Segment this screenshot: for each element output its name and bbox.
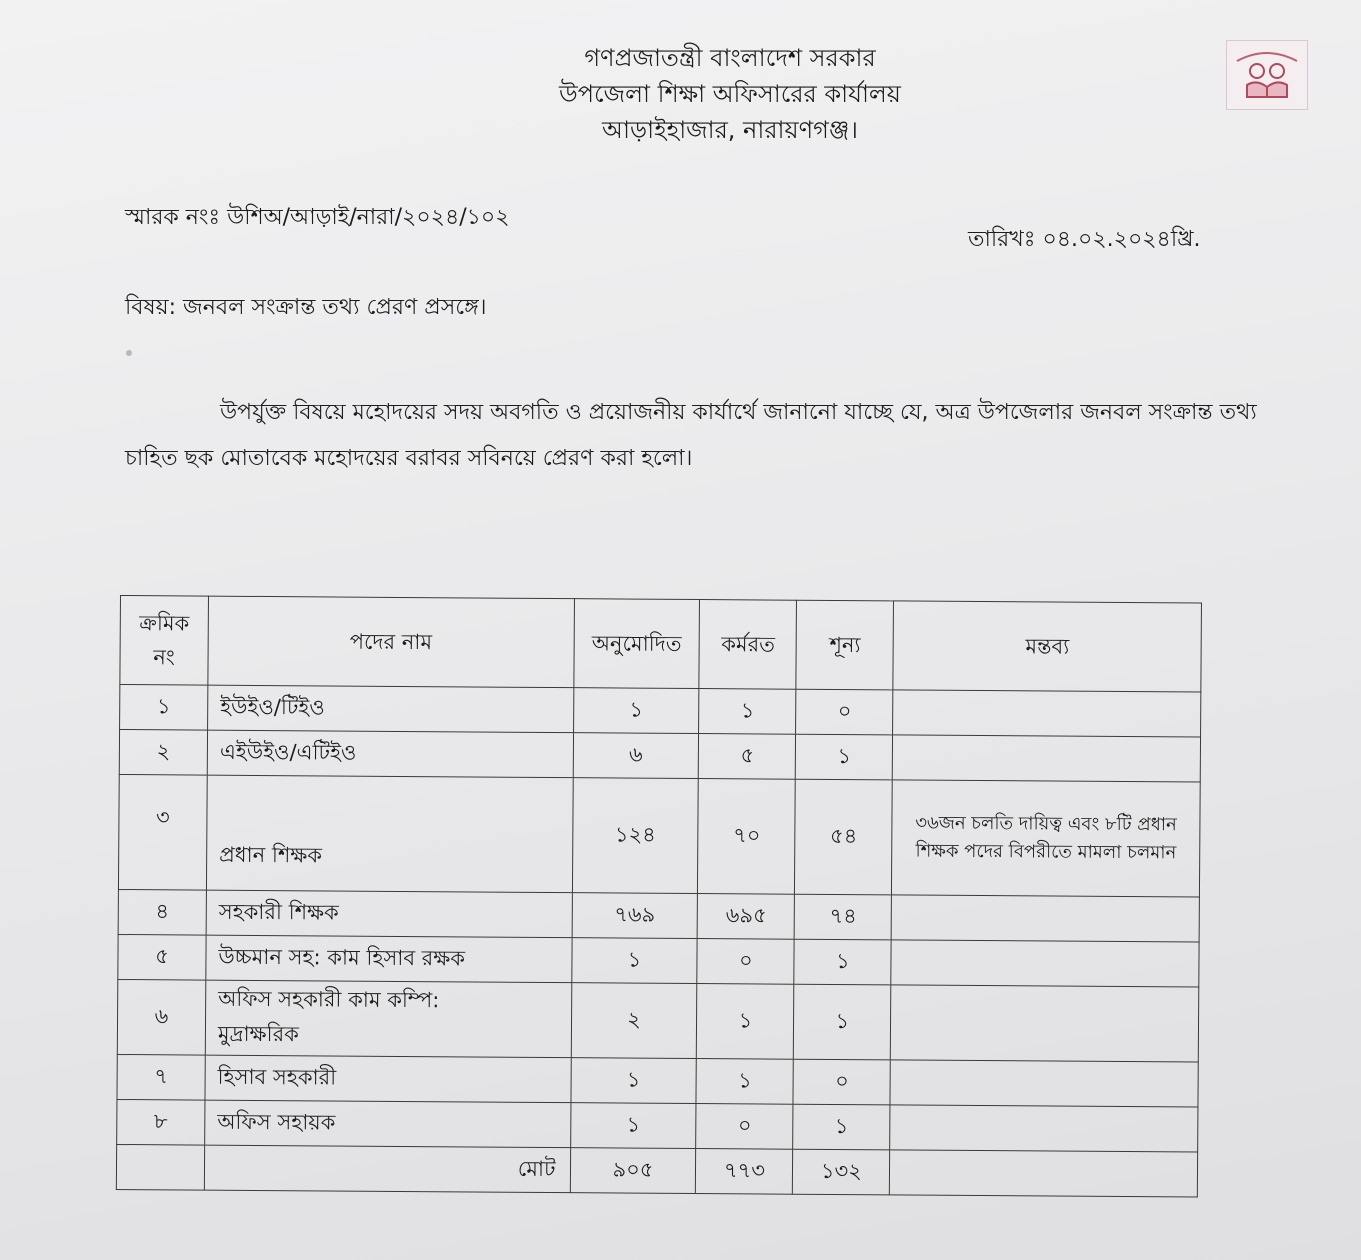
- cell-vacant: ১: [793, 1104, 890, 1150]
- table-row: [119, 730, 1200, 783]
- cell-remarks: [890, 1060, 1198, 1107]
- memo-number-value: উশিঅ/আড়াই/নারা/২০২৪/১০২: [227, 205, 510, 230]
- letterhead-line-office: উপজেলা শিক্ষা অফিসারের কার্যালয়: [559, 80, 901, 108]
- cell-post: [206, 775, 572, 893]
- cell-remarks: [893, 735, 1201, 782]
- letterhead-line-location: আড়াইহাজার, নারায়ণগঞ্জ।: [602, 116, 858, 144]
- cell-serial: ১: [120, 685, 208, 731]
- cell-post-text: প্রধান শিক্ষক: [219, 842, 323, 868]
- date-value: ০৪.০২.২০২৪খ্রি.: [1042, 227, 1201, 252]
- cell-serial-empty: [116, 1144, 204, 1190]
- header-approved: অনুমোদিত: [573, 599, 700, 689]
- cell-vacant: ১: [794, 939, 891, 985]
- cell-serial: ৭: [117, 1054, 205, 1100]
- cell-vacant: ০: [796, 689, 893, 735]
- cell-approved: ৬: [573, 733, 699, 779]
- emblem-logo-icon: [1226, 40, 1308, 110]
- cell-post: উচ্চমান সহ: কাম হিসাব রক্ষক: [206, 935, 572, 983]
- table-row: [117, 1099, 1198, 1152]
- header-post: পদের নাম: [208, 596, 574, 688]
- total-label: মোট: [204, 1145, 570, 1193]
- cell-working: ১: [699, 689, 796, 735]
- table-row: [118, 934, 1199, 987]
- cell-working: ১: [697, 984, 794, 1060]
- body-line-2: চাহিত ছক মোতাবেক মহোদয়ের বরাবর সবিনয়ে প্রেরণ করা হলো।: [125, 446, 693, 471]
- cell-post: ইউইও/টিইও: [208, 685, 574, 733]
- cell-approved: ১: [570, 1058, 696, 1104]
- letterhead: [430, 40, 1030, 148]
- table-row: [118, 889, 1199, 942]
- cell-vacant: ৫৪: [795, 779, 893, 895]
- cell-working: ৫: [699, 734, 796, 780]
- cell-approved: ১: [573, 688, 699, 734]
- table-row: [120, 685, 1201, 738]
- total-vacant: ১৩২: [793, 1149, 890, 1195]
- cell-approved: ১: [570, 1103, 696, 1149]
- memo-number: [125, 200, 510, 237]
- cell-serial: ৪: [118, 889, 206, 935]
- cell-approved: ২: [571, 983, 697, 1059]
- cell-post: অফিস সহায়ক: [205, 1100, 571, 1148]
- cell-vacant: ১: [796, 734, 893, 780]
- staff-table: [116, 595, 1202, 1198]
- cell-post-line1: অফিস সহকারী কাম কম্পি:: [218, 986, 440, 1013]
- cell-remarks: [891, 985, 1199, 1062]
- subject-label: বিষয়:: [125, 295, 177, 320]
- table-total-row: [116, 1144, 1197, 1197]
- cell-serial: ৬: [117, 979, 205, 1055]
- letterhead-line-government: গণপ্রজাতন্ত্রী বাংলাদেশ সরকার: [584, 44, 876, 72]
- cell-vacant: ১: [794, 984, 891, 1060]
- header-working: কর্মরত: [699, 600, 797, 690]
- paper-mark: [126, 350, 132, 356]
- header-vacant: শূন্য: [796, 600, 894, 690]
- letter-date: [968, 222, 1200, 259]
- cell-remarks: ৩৬জন চলতি দায়িত্ব এবং ৮টি প্রধান শিক্ষক পদের বিপরীতে মামলা চলমান: [892, 780, 1200, 897]
- cell-post: [205, 980, 571, 1058]
- cell-post: সহকারী শিক্ষক: [206, 890, 572, 938]
- cell-approved: ৭৬৯: [572, 893, 698, 939]
- cell-remarks-empty: [890, 1150, 1198, 1197]
- table-row: [118, 774, 1200, 897]
- date-label: তারিখঃ: [968, 227, 1036, 252]
- cell-serial: ৩: [118, 774, 207, 890]
- subject-value: জনবল সংক্রান্ত তথ্য প্রেরণ প্রসঙ্গে।: [183, 295, 487, 320]
- header-serial: [120, 596, 209, 686]
- cell-post-line2: মুদ্রাক্ষরিক: [217, 1021, 299, 1047]
- header-serial-line1: ক্রমিক: [139, 611, 190, 636]
- cell-remarks: [890, 1105, 1198, 1152]
- body-paragraph: [125, 390, 1325, 482]
- cell-approved: ১২৪: [572, 778, 699, 894]
- header-remarks: মন্তব্য: [893, 601, 1201, 692]
- cell-remarks: [893, 690, 1201, 737]
- cell-approved: ১: [571, 938, 697, 984]
- cell-serial: ২: [119, 730, 207, 776]
- table-header-row: [120, 596, 1202, 693]
- table-row: [117, 979, 1198, 1062]
- cell-remarks: [891, 895, 1199, 942]
- cell-vacant: ০: [793, 1059, 890, 1105]
- subject-line: [125, 290, 487, 327]
- cell-working: ৭০: [698, 779, 796, 895]
- cell-serial: ৮: [117, 1099, 205, 1145]
- cell-working: ৬৯৫: [698, 894, 795, 940]
- table-row: [117, 1054, 1198, 1107]
- memo-number-label: স্মারক নংঃ: [125, 205, 221, 230]
- cell-working: ১: [696, 1059, 793, 1105]
- cell-remarks: [891, 940, 1199, 987]
- total-approved: ৯০৫: [570, 1148, 696, 1194]
- cell-working: ০: [696, 1104, 793, 1150]
- cell-post: হিসাব সহকারী: [205, 1055, 571, 1103]
- total-working: ৭৭৩: [696, 1149, 793, 1195]
- body-line-1: উপর্যুক্ত বিষয়ে মহোদয়ের সদয় অবগতি ও প্রয়োজনীয় কার্যার্থে জানানো যাচ্ছে যে, অত্র উপজেলার জনবল সংক্রান্ত তথ্য: [220, 400, 1257, 425]
- cell-post: এইউইও/এটিইও: [207, 730, 573, 778]
- cell-serial: ৫: [118, 934, 206, 980]
- header-serial-line2: নং: [153, 645, 175, 670]
- cell-vacant: ৭৪: [795, 894, 892, 940]
- cell-working: ০: [697, 939, 794, 985]
